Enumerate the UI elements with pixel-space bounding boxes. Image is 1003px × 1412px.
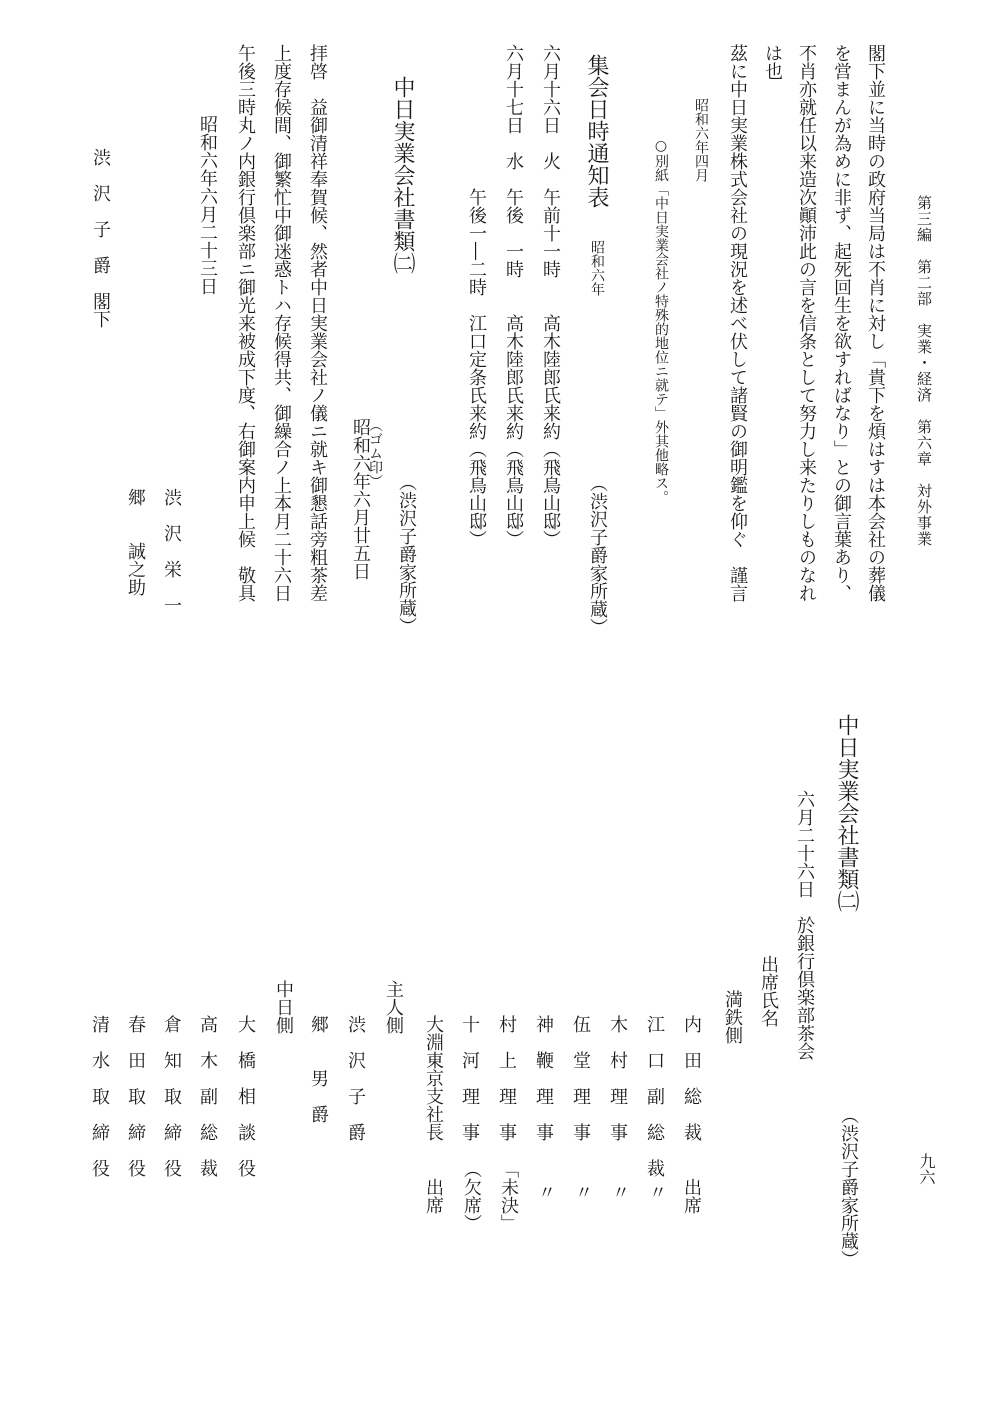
host-name: 渋 沢 子 爵 bbox=[345, 1015, 366, 1141]
chunichi-member: 清 水 取 締 役 bbox=[89, 1015, 110, 1177]
attendee-status: 出席 bbox=[681, 1178, 702, 1214]
attendee-name: 十 河 理 事 bbox=[459, 1015, 480, 1141]
attendee-status: 出席 bbox=[423, 1178, 444, 1214]
paragraph-line: を営まんが為めに非ず、起死回生を欲すればなり」との御言葉あり、 bbox=[831, 44, 852, 602]
attendee-status: （欠席） bbox=[461, 1160, 482, 1232]
page-number: 九六 bbox=[917, 1153, 936, 1185]
attendee-status: 〃 bbox=[535, 1183, 556, 1201]
attendee-name: 村 上 理 事 bbox=[496, 1015, 517, 1141]
source-note: （渋沢子爵家所蔵） bbox=[587, 474, 608, 636]
schedule-row: 六月十六日 火 午前十一時 高木陸郎氏来約（飛鳥山邸） bbox=[540, 44, 561, 548]
addressee: 渋 沢 子 爵 閣下 bbox=[90, 148, 111, 328]
group-label: 満鉄側 bbox=[722, 990, 743, 1044]
group-label: 主人側 bbox=[383, 980, 404, 1034]
attendee-name: 内 田 総 裁 bbox=[681, 1015, 702, 1141]
section-year: 昭和六年 bbox=[589, 240, 605, 296]
running-head: 第三編 第二部 実業・経済 第六章 対外事業 bbox=[915, 195, 933, 547]
host-name: 郷 男 爵 bbox=[308, 1015, 329, 1123]
attendee-status: 「未決」 bbox=[498, 1160, 519, 1232]
paragraph-line: 茲に中日実業株式会社の現況を述べ伏して諸賢の御明鑑を仰ぐ 謹言 bbox=[727, 44, 748, 602]
attendee-name: 江 口 副 総 裁 bbox=[644, 1015, 665, 1177]
schedule-row: 午後一―二時 江口定条氏来約（飛鳥山邸） bbox=[466, 44, 487, 548]
letter-line: 午後三時丸ノ内銀行倶楽部ニ御光来被成下度、右御案内申上候 敬具 bbox=[235, 44, 256, 602]
sender: 郷 誠之助 bbox=[125, 488, 146, 596]
attendee-name: 大淵東京支社長 bbox=[423, 1015, 444, 1141]
source-note: （渋沢子爵家所蔵） bbox=[396, 473, 417, 635]
chunichi-member: 春 田 取 締 役 bbox=[125, 1015, 146, 1177]
section-title: 集会日時通知表 bbox=[584, 54, 609, 208]
date-place: 六月二十六日 於銀行倶楽部茶会 bbox=[794, 790, 815, 1060]
attendee-status: 〃 bbox=[609, 1183, 630, 1201]
chunichi-member: 大 橋 相 談 役 bbox=[235, 1015, 256, 1177]
chunichi-member: 高 木 副 総 裁 bbox=[197, 1015, 218, 1177]
received-date: 昭和六年六月廿五日 bbox=[350, 418, 371, 580]
source-note: （渋沢子爵家所蔵） bbox=[838, 1106, 859, 1268]
attendee-status: 〃 bbox=[646, 1183, 667, 1201]
section-title: 中日実業会社書類㈡ bbox=[834, 714, 859, 912]
stamp-label: （ゴム印） bbox=[367, 418, 383, 488]
group-label: 中日側 bbox=[273, 980, 294, 1034]
paragraph-line: は也 bbox=[762, 44, 783, 80]
section-title: 中日実業会社書類㈡ bbox=[390, 76, 415, 274]
attendee-name: 神 鞭 理 事 bbox=[533, 1015, 554, 1141]
attendee-status: 〃 bbox=[572, 1183, 593, 1201]
attendee-name: 木 村 理 事 bbox=[607, 1015, 628, 1141]
paragraph-line: 不肖亦就任以来造次顚沛此の言を信条として努力し来たりしものなれ bbox=[796, 44, 817, 602]
attendee-name: 伍 堂 理 事 bbox=[570, 1015, 591, 1141]
note: ○別紙「中日実業会社ノ特殊的地位ニ就テ」外其他略ス。 bbox=[653, 138, 669, 504]
paragraph-line: 閣下並に当時の政府当局は不肖に対し「貴下を煩はすは本会社の葬儀 bbox=[865, 44, 886, 602]
letter-line: 拝啓 益御清祥奉賀候、然者中日実業会社ノ儀ニ就キ御懇話旁粗茶差 bbox=[307, 44, 328, 602]
date: 昭和六年四月 bbox=[693, 98, 709, 182]
schedule-row: 六月十七日 水 午後 一時 高木陸郎氏来約（飛鳥山邸） bbox=[503, 44, 524, 548]
attendees-header: 出席氏名 bbox=[758, 955, 779, 1027]
sender: 渋 沢 栄 一 bbox=[161, 488, 182, 614]
letter-date: 昭和六年六月二十三日 bbox=[197, 115, 218, 295]
letter-line: 上度存候間、御繁忙中御迷惑トハ存候得共、御繰合ノ上本月二十六日 bbox=[271, 44, 292, 602]
chunichi-member: 倉 知 取 締 役 bbox=[161, 1015, 182, 1177]
